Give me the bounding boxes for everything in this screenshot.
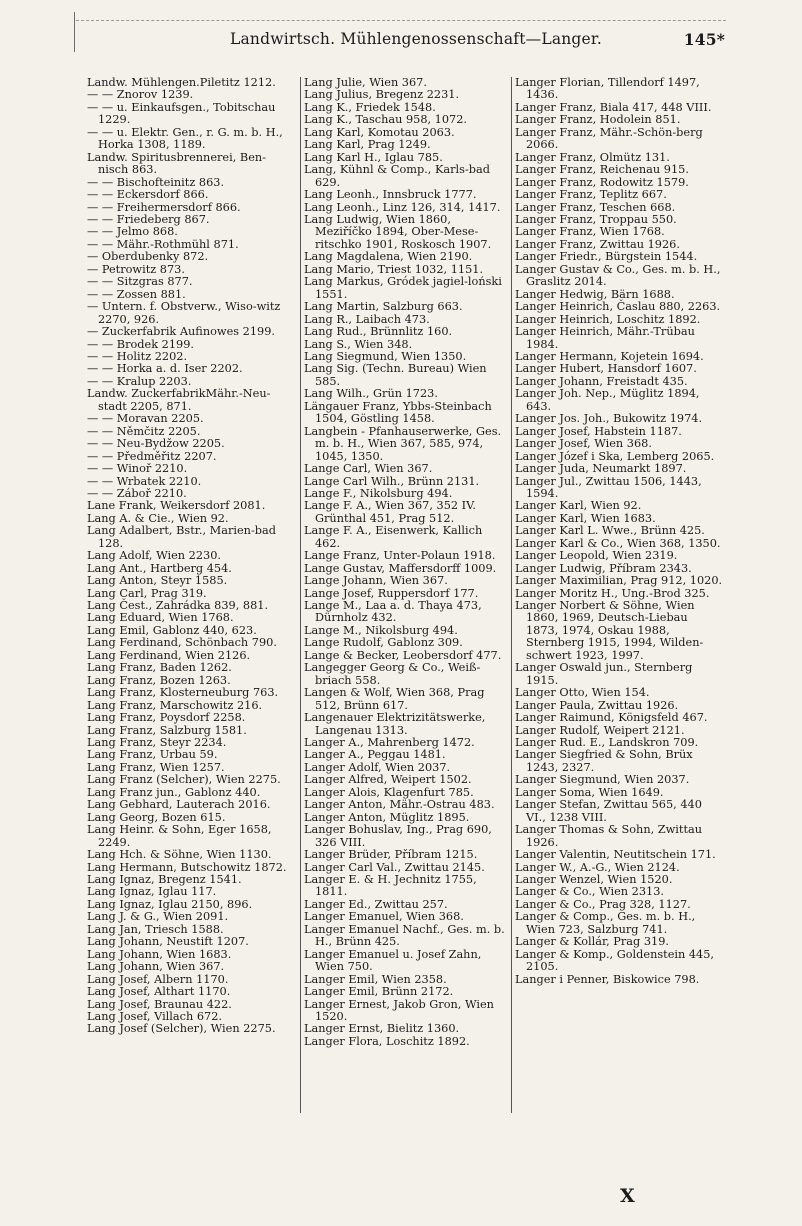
directory-entry: Lang Julie, Wien 367. xyxy=(304,77,427,89)
column-divider-1 xyxy=(300,77,301,1113)
directory-entry: Lang A. & Cie., Wien 92. xyxy=(87,511,229,525)
directory-entry: Lang S., Wien 348. xyxy=(304,337,413,351)
directory-entry: — Petrowitz 873. xyxy=(87,262,185,276)
directory-entry: Langer Rud. E., Landskron 709. xyxy=(515,736,699,750)
directory-entry: Langer Franz, Biala 417, 448 VIII. xyxy=(515,100,712,114)
directory-entry: Lange & Becker, Leobersdorf 477. xyxy=(304,648,502,662)
directory-entry: Langer Heinrich, Mähr.-Trübau 1984. xyxy=(515,325,695,351)
directory-entry: Lang Ferdinand, Wien 2126. xyxy=(87,648,251,662)
directory-entry: — — Brodek 2199. xyxy=(87,337,194,351)
directory-entry: Lang Carl, Prag 319. xyxy=(87,586,207,600)
directory-entry: Lang Josef, Albern 1170. xyxy=(87,972,229,986)
directory-entry: Langer Bohuslav, Ing., Prag 690, 326 VIII. xyxy=(304,823,492,849)
directory-entry: Lang Johann, Neustift 1207. xyxy=(87,935,249,949)
directory-entry: Langer Hermann, Kojetein 1694. xyxy=(515,349,704,363)
directory-entry: Lang Franz, Marschowitz 216. xyxy=(87,698,263,712)
directory-entry: Lang Franz, Salzburg 1581. xyxy=(87,723,247,737)
directory-entry: Langer & Comp., Ges. m. b. H., Wien 723, Salzburg 741. xyxy=(515,910,696,936)
directory-entry: Langer W., A.-G., Wien 2124. xyxy=(515,860,680,874)
directory-entry: Langer Alfred, Weipert 1502. xyxy=(304,773,472,787)
directory-entry: Lang Franz, Wien 1257. xyxy=(87,760,225,774)
directory-entry: Langer Franz, Rodowitz 1579. xyxy=(515,175,689,189)
directory-entry: Lang Adolf, Wien 2230. xyxy=(87,549,222,563)
directory-entry: Lane Frank, Weikersdorf 2081. xyxy=(87,499,266,513)
directory-entry: Lang Hermann, Butschowitz 1872. xyxy=(87,860,287,874)
directory-entry: Lang Franz (Selcher), Wien 2275. xyxy=(87,773,281,787)
directory-entry: Lang Karl, Komotau 2063. xyxy=(304,125,455,139)
directory-entry: Langer Alois, Klagenfurt 785. xyxy=(304,785,474,799)
directory-entry: Langer Emanuel, Wien 368. xyxy=(304,910,464,924)
directory-entry: Langer Hedwig, Bärn 1688. xyxy=(515,287,675,301)
directory-entry: Langer Carl Val., Zwittau 2145. xyxy=(304,860,485,874)
directory-entry: Langer Johann, Freistadt 435. xyxy=(515,374,688,388)
directory-entry: Langer Rudolf, Weipert 2121. xyxy=(515,723,685,737)
directory-entry: Langer A., Peggau 1481. xyxy=(304,748,446,762)
directory-entry: Lange F. A., Wien 367, 352 IV. Grünthal 451, Prag 512. xyxy=(304,499,476,525)
directory-entry: Lang K., Taschau 958, 1072. xyxy=(304,113,468,127)
directory-entry: Langer Emil, Wien 2358. xyxy=(304,972,447,986)
directory-entry: Langer Franz, Reichenau 915. xyxy=(515,163,689,177)
directory-entry: Langer Franz, Teplitz 667. xyxy=(515,188,667,202)
directory-entry: Langer Ed., Zwittau 257. xyxy=(304,897,448,911)
directory-entry: — Untern. f. Obstverw., Wiso-witz 2270, 926. xyxy=(87,300,281,326)
directory-entry: Langer Siegfried & Sohn, Brüx 1243, 2327. xyxy=(515,748,693,774)
directory-entry: Lang Mario, Triest 1032, 1151. xyxy=(304,262,484,276)
page-number: 145* xyxy=(683,30,725,49)
directory-entry: Langer Franz, Zwittau 1926. xyxy=(515,237,680,251)
directory-entry: Lang Rud., Brünnlitz 160. xyxy=(304,325,453,339)
directory-entry: Langbein - Pfanhauserwerke, Ges. m. b. H., Wien 367, 585, 974, 1045, 1350. xyxy=(304,424,502,463)
column-2 xyxy=(304,77,507,1122)
directory-entry: Lang Ignaz, Iglau 117. xyxy=(87,885,217,899)
directory-entry: Lang, Kühnl & Comp., Karls-bad 629. xyxy=(304,163,490,189)
directory-entry: Lang Josef, Villach 672. xyxy=(87,1009,222,1023)
directory-entry: Langer Ernest, Jakob Gron, Wien 1520. xyxy=(304,997,494,1023)
directory-entry: Langer Brüder, Příbram 1215. xyxy=(304,848,478,862)
directory-entry: Langer Heinrich, Loschitz 1892. xyxy=(515,312,701,326)
directory-entry: — — Horka a. d. Iser 2202. xyxy=(87,362,243,376)
directory-entry: Langer Franz, Troppau 550. xyxy=(515,212,677,226)
directory-entry: Lang Sig. (Techn. Bureau) Wien 585. xyxy=(304,362,487,388)
directory-entry: — — Předměřitz 2207. xyxy=(87,449,217,463)
directory-entry: Langer Maximilian, Prag 912, 1020. xyxy=(515,574,723,588)
directory-entry: Langer Franz, Olmütz 131. xyxy=(515,150,670,164)
directory-entry: — Zuckerfabrik Aufinowes 2199. xyxy=(87,325,275,339)
directory-entry: Langer Emanuel u. Josef Zahn, Wien 750. xyxy=(304,947,482,974)
directory-entry: Lang Čest., Zahrádka 839, 881. xyxy=(87,599,269,613)
directory-entry: Landw. Mühlengen.Piletitz 1212. xyxy=(87,77,276,89)
directory-entry: Lang Franz, Baden 1262. xyxy=(87,661,232,675)
directory-entry: Lange F. A., Eisenwerk, Kallich 462. xyxy=(304,524,483,550)
directory-entry: Lang Franz, Poysdorf 2258. xyxy=(87,711,246,725)
directory-entry: Lange Josef, Ruppersdorf 177. xyxy=(304,586,479,600)
directory-entry: Langegger Georg & Co., Weiß-briach 558. xyxy=(304,661,481,687)
directory-entry: — — Wrbatek 2210. xyxy=(87,474,202,488)
directory-entry: — — Eckersdorf 866. xyxy=(87,188,209,202)
directory-entry: Lang Ferdinand, Schönbach 790. xyxy=(87,636,277,650)
directory-entry: Langer Karl, Wien 92. xyxy=(515,499,642,513)
directory-entry: Lange Franz, Unter-Polaun 1918. xyxy=(304,549,496,563)
directory-entry: Lange M., Nikolsburg 494. xyxy=(304,623,458,637)
directory-entry: Langer Raimund, Königsfeld 467. xyxy=(515,711,708,725)
directory-entry: Langer Franz, Hodolein 851. xyxy=(515,113,681,127)
directory-entry: Langer Anton, Mähr.-Ostrau 483. xyxy=(304,798,495,812)
directory-entry: Langer Moritz H., Ung.-Brod 325. xyxy=(515,586,710,600)
directory-entry: Langer Oswald jun., Sternberg 1915. xyxy=(515,661,693,687)
directory-entry: — — Freihermersdorf 866. xyxy=(87,200,241,214)
directory-entry: Langer A., Mahrenberg 1472. xyxy=(304,736,475,750)
directory-entry: Lang Franz jun., Gablonz 440. xyxy=(87,785,261,799)
running-title: Landwirtsch. Mühlengenossenschaft—Langer. xyxy=(230,30,602,48)
directory-entry: Lang Ludwig, Wien 1860, Meziříčko 1894, Ober-Mese-ritschko 1901, Roskosch 1907. xyxy=(304,212,492,251)
directory-entry: Langer Josef, Wien 368. xyxy=(515,437,652,451)
directory-entry: — — Bischofteinitz 863. xyxy=(87,175,225,189)
directory-entry: Langer Emanuel Nachf., Ges. m. b. H., Brünn 425. xyxy=(304,922,505,949)
directory-entry: Langen & Wolf, Wien 368, Prag 512, Brünn 617. xyxy=(304,686,485,712)
directory-entry: Langer Karl, Wien 1683. xyxy=(515,511,656,525)
directory-entry: Langer Adolf, Wien 2037. xyxy=(304,760,451,774)
directory-entry: Langer Anton, Müglitz 1895. xyxy=(304,810,470,824)
directory-entry: Lang Leonh., Linz 126, 314, 1417. xyxy=(304,200,501,214)
directory-entry: — — Neu-Bydžow 2205. xyxy=(87,437,225,451)
directory-entry: Lange F., Nikolsburg 494. xyxy=(304,486,453,500)
directory-entry: Lang Julius, Bregenz 2231. xyxy=(304,88,460,102)
directory-entry: Langer Juda, Neumarkt 1897. xyxy=(515,462,687,476)
directory-entry: Lang Anton, Steyr 1585. xyxy=(87,574,228,588)
directory-entry: Langer Franz, Mähr.-Schön-berg 2066. xyxy=(515,125,703,152)
directory-entry: Lang J. & G., Wien 2091. xyxy=(87,910,229,924)
directory-entry: — — Záboř 2210. xyxy=(87,486,187,500)
directory-entry: Langer Thomas & Sohn, Zwittau 1926. xyxy=(515,823,703,849)
directory-entry: Lang Karl, Prag 1249. xyxy=(304,138,431,152)
directory-entry: Langer Franz, Wien 1768. xyxy=(515,225,665,239)
directory-entry: Lang Ignaz, Iglau 2150, 896. xyxy=(87,897,253,911)
signature-mark: X xyxy=(620,1185,635,1207)
directory-entry: Lang Hch. & Söhne, Wien 1130. xyxy=(87,848,272,862)
directory-entry: Lang Franz, Steyr 2234. xyxy=(87,736,227,750)
directory-entry: Langer Heinrich, Časlau 880, 2263. xyxy=(515,300,721,314)
directory-entry: Lang K., Friedek 1548. xyxy=(304,100,436,114)
directory-entry: Landw. Spiritusbrennerei, Ben-nisch 863. xyxy=(87,150,266,177)
directory-entry: Lang Georg, Bozen 615. xyxy=(87,810,226,824)
directory-entry: Lange Rudolf, Gablonz 309. xyxy=(304,636,463,650)
directory-entry: Lang R., Laibach 473. xyxy=(304,312,430,326)
directory-entry: — — u. Elektr. Gen., r. G. m. b. H., Horka 1308, 1189. xyxy=(87,125,283,152)
directory-entry: Lange M., Laa a. d. Thaya 473, Dürnholz 432. xyxy=(304,599,482,625)
directory-entry: Langer Josef, Habstein 1187. xyxy=(515,424,682,438)
directory-entry: Lang Josef, Braunau 422. xyxy=(87,997,232,1011)
directory-entry: Lang Emil, Gablonz 440, 623. xyxy=(87,623,257,637)
directory-entry: Langer Otto, Wien 154. xyxy=(515,686,650,700)
directory-entry: Langer Jos. Joh., Bukowitz 1974. xyxy=(515,412,703,426)
directory-entry: Langer i Penner, Biskowice 798. xyxy=(515,972,700,986)
directory-entry: Langer Jul., Zwittau 1506, 1443, 1594. xyxy=(515,474,702,500)
directory-entry: Langer Hubert, Hansdorf 1607. xyxy=(515,362,697,376)
directory-entry: — — Znorov 1239. xyxy=(87,88,194,102)
directory-entry: — — Mähr.-Rothmühl 871. xyxy=(87,237,239,251)
directory-entry: Langer & Kollár, Prag 319. xyxy=(515,935,670,949)
directory-entry: — — u. Einkaufsgen., Tobitschau 1229. xyxy=(87,100,276,127)
directory-entry: — — Zossen 881. xyxy=(87,287,186,301)
directory-entry: Langenauer Elektrizitätswerke, Langenau 1313. xyxy=(304,711,486,737)
directory-entry: Lang Ignaz, Bregenz 1541. xyxy=(87,873,242,886)
directory-entry: Lang Franz, Urbau 59. xyxy=(87,748,218,762)
directory-entry: Lange Johann, Wien 367. xyxy=(304,574,448,588)
directory-entry: Langer & Co., Prag 328, 1127. xyxy=(515,897,691,911)
directory-entry: Langer Soma, Wien 1649. xyxy=(515,785,664,799)
directory-entry: Langer & Co., Wien 2313. xyxy=(515,885,665,899)
directory-entry: Langer Stefan, Zwittau 565, 440 VI., 1238 VIII. xyxy=(515,798,702,824)
directory-entry: Langer E. & H. Jechnitz 1755, 1811. xyxy=(304,873,477,899)
directory-entry: Langer Gustav & Co., Ges. m. b. H., Graslitz 2014. xyxy=(515,262,721,289)
directory-entry: Langer Siegmund, Wien 2037. xyxy=(515,773,690,787)
directory-entry: Langer Józef i Ska, Lemberg 2065. xyxy=(515,449,715,463)
directory-entry: Landw. ZuckerfabrikMähr.-Neu-stadt 2205, 871. xyxy=(87,387,271,413)
directory-entry: Lang Eduard, Wien 1768. xyxy=(87,611,234,625)
directory-entry: Lang Gebhard, Lauterach 2016. xyxy=(87,798,271,812)
directory-entry: Lang Franz, Bozen 1263. xyxy=(87,673,231,687)
directory-entry: Lang Franz, Klosterneuburg 763. xyxy=(87,686,279,700)
directory-entry: Langer Ludwig, Příbram 2343. xyxy=(515,561,692,575)
directory-entry: — — Sitzgras 877. xyxy=(87,275,193,289)
directory-entry: Lang Siegmund, Wien 1350. xyxy=(304,349,467,363)
directory-entry: Lang Leonh., Innsbruck 1777. xyxy=(304,188,477,202)
directory-entry: Lang Adalbert, Bstr., Marien-bad 128. xyxy=(87,524,276,550)
directory-entry: Lang Ant., Hartberg 454. xyxy=(87,561,232,575)
directory-entry: Langer Wenzel, Wien 1520. xyxy=(515,873,673,886)
directory-entry: — — Holitz 2202. xyxy=(87,349,188,363)
directory-entry: Lang Magdalena, Wien 2190. xyxy=(304,250,473,264)
directory-entry: Langer Ernst, Bielitz 1360. xyxy=(304,1022,460,1036)
directory-entry: Lang Johann, Wien 1683. xyxy=(87,947,232,961)
directory-entry: Langer Valentin, Neutitschein 171. xyxy=(515,848,716,862)
directory-entry: — — Kralup 2203. xyxy=(87,374,192,388)
directory-entry: — Oberdubenky 872. xyxy=(87,250,209,264)
directory-entry: Langer Friedr., Bürgstein 1544. xyxy=(515,250,698,264)
directory-entry: Langer Karl L. Wwe., Brünn 425. xyxy=(515,524,705,538)
directory-entry: — — Jelmo 868. xyxy=(87,225,178,239)
directory-entry: Lang Martin, Salzburg 663. xyxy=(304,300,463,314)
directory-entry: — — Moravan 2205. xyxy=(87,412,204,426)
directory-entry: Lange Carl, Wien 367. xyxy=(304,462,433,476)
directory-entry: Langer Emil, Brünn 2172. xyxy=(304,985,454,999)
directory-entry: Langer Joh. Nep., Müglitz 1894, 643. xyxy=(515,387,700,413)
directory-entry: Langer Paula, Zwittau 1926. xyxy=(515,698,679,712)
directory-entry: Lang Josef, Althart 1170. xyxy=(87,985,231,999)
directory-entry: — — Winoř 2210. xyxy=(87,462,188,476)
directory-entry: Langer Flora, Loschitz 1892. xyxy=(304,1034,470,1048)
directory-entry: Lang Heinr. & Sohn, Eger 1658, 2249. xyxy=(87,823,272,849)
directory-entry: Lang Johann, Wien 367. xyxy=(87,960,225,974)
directory-entry: Langer & Komp., Goldenstein 445, 2105. xyxy=(515,947,715,974)
directory-entry: Lang Karl H., Iglau 785. xyxy=(304,150,443,164)
column-1 xyxy=(87,77,296,1122)
binding-edge-mark xyxy=(74,12,75,52)
top-rule xyxy=(76,20,726,21)
directory-entry: — — Němčitz 2205. xyxy=(87,424,201,438)
directory-entry: Lang Josef (Selcher), Wien 2275. xyxy=(87,1022,276,1036)
directory-entry: Lang Jan, Triesch 1588. xyxy=(87,922,224,936)
directory-entry: Lange Gustav, Maffersdorff 1009. xyxy=(304,561,497,575)
page-header xyxy=(80,30,725,56)
directory-entry: Lange Carl Wilh., Brünn 2131. xyxy=(304,474,480,488)
column-3 xyxy=(515,77,723,1122)
directory-entry: Lang Wilh., Grün 1723. xyxy=(304,387,438,401)
directory-entry: Langer Karl & Co., Wien 368, 1350. xyxy=(515,536,721,550)
column-divider-2 xyxy=(511,77,512,1113)
directory-entry: Lang Markus, Gródek jagiel-loński 1551. xyxy=(304,275,502,301)
directory-entry: Längauer Franz, Ybbs-Steinbach 1504, Göstling 1458. xyxy=(304,399,492,426)
directory-entry: Langer Franz, Teschen 668. xyxy=(515,200,676,214)
directory-entry: Langer Leopold, Wien 2319. xyxy=(515,549,678,563)
directory-entry: Langer Florian, Tillendorf 1497, 1436. xyxy=(515,77,700,102)
directory-entry: — — Friedeberg 867. xyxy=(87,212,210,226)
directory-entry: Langer Norbert & Söhne, Wien 1860, 1969, Deutsch-Liebau 1873, 1974, Oskau 1988, Sternberg 1915, 1994, Wilden-schwert 1923, 1997. xyxy=(515,599,704,662)
